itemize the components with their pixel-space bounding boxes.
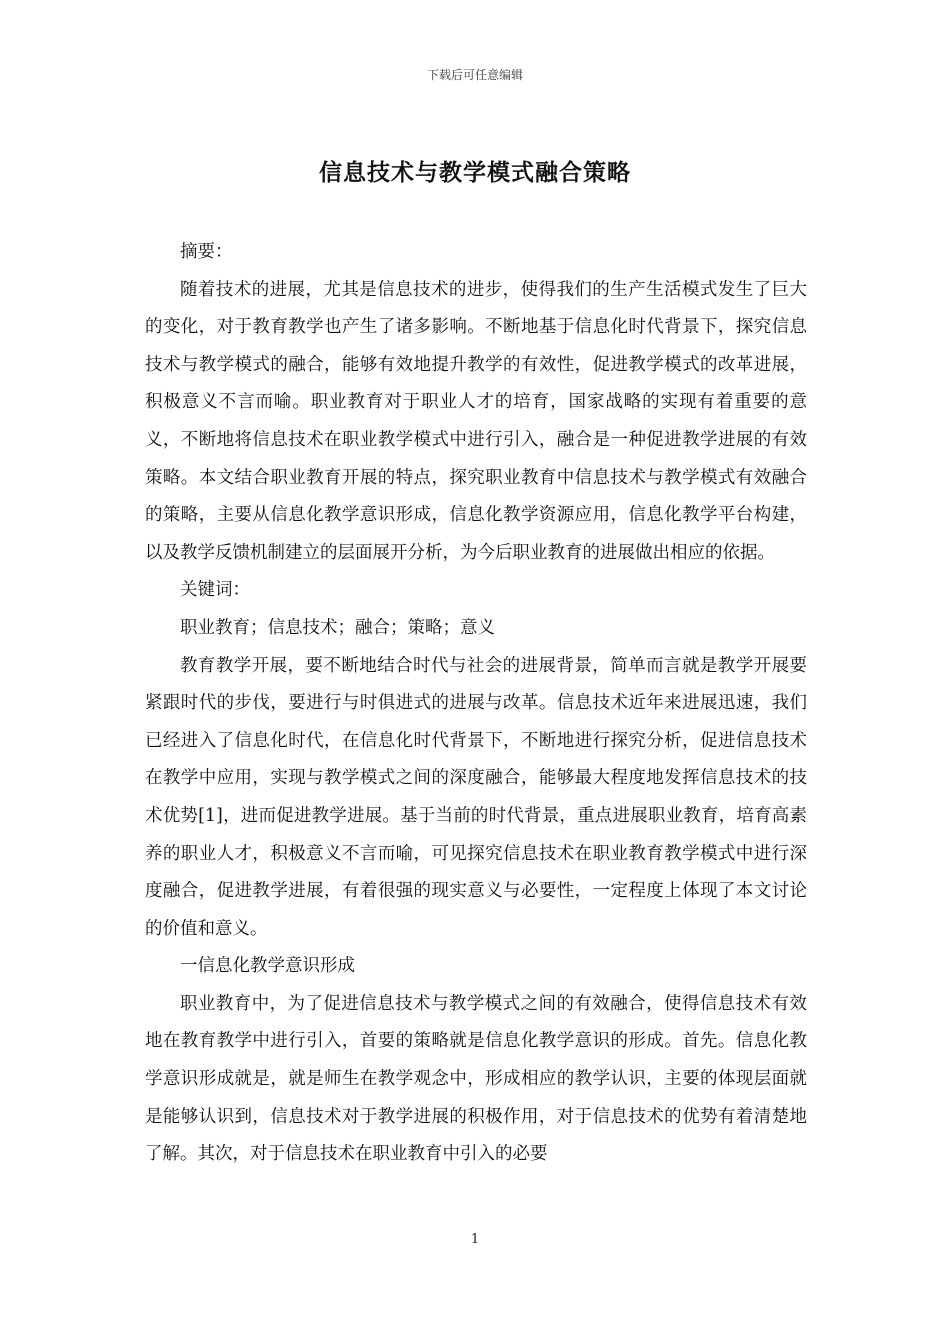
section-paragraph: 职业教育中，为了促进信息技术与教学模式之间的有效融合，使得信息技术有效地在教育教学中进行引入，首要的策略就是信息化教学意识的形成。首先。信息化教学意识形成就是，就是师生在教学观念中，形成相应的教学认识，主要的体现层面就是能够认识到，信息技术对于教学进展的积极作用，对于信息技术的优势有着清楚地了解。其次，对于信息技术在职业教育中引入的必要 <box>145 993 807 1165</box>
abstract-paragraph: 随着技术的进展，尤其是信息技术的进步，使得我们的生产生活模式发生了巨大的变化，对于教育教学也产生了诸多影响。不断地基于信息化时代背景下，探究信息技术与教学模式的融合，能够有效地提升教学的有效性，促进教学模式的改革进展，积极意义不言而喻。职业教育对于职业人才的培育，国家战略的实现有着重要的意义，不断地将信息技术在职业教学模式中进行引入，融合是一种促进教学进展的有效策略。本文结合职业教育开展的特点，探究职业教育中信息技术与教学模式有效融合的策略，主要从信息化教学意识形成，信息化教学资源应用，信息化教学平台构建，以及教学反馈机制建立的层面展开分析，为今后职业教育的进展做出相应的依据。 <box>145 279 807 563</box>
header-note: 下载后可任意编辑 <box>426 68 523 82</box>
abstract-label: 摘要： <box>180 242 233 262</box>
document-body <box>145 234 807 1174</box>
keywords-paragraph: 职业教育；信息技术；融合；策略；意义 <box>180 617 495 638</box>
intro-paragraph: 教育教学开展，要不断地结合时代与社会的进展背景，简单而言就是教学开展要紧跟时代的步伐，要进行与时俱进式的进展与改革。信息技术近年来进展迅速，我们已经进入了信息化时代，在信息化时代背景下，不断地进行探究分析，促进信息技术在教学中应用，实现与教学模式之间的深度融合，能够最大程度地发挥信息技术的技术优势[1]，进而促进教学进展。基于当前的时代背景，重点进展职业教育，培育高素养的职业人才，积极意义不言而喻，可见探究信息技术在职业教育教学模式中进行深度融合，促进教学进展，有着很强的现实意义与必要性，一定程度上体现了本文讨论的价值和意义。 <box>145 655 807 939</box>
section-heading: 一信息化教学意识形成 <box>180 956 355 977</box>
page-number: 1 <box>470 1232 480 1247</box>
keywords-label: 关键词： <box>180 580 250 601</box>
document-title: 信息技术与教学模式融合策略 <box>319 159 631 186</box>
